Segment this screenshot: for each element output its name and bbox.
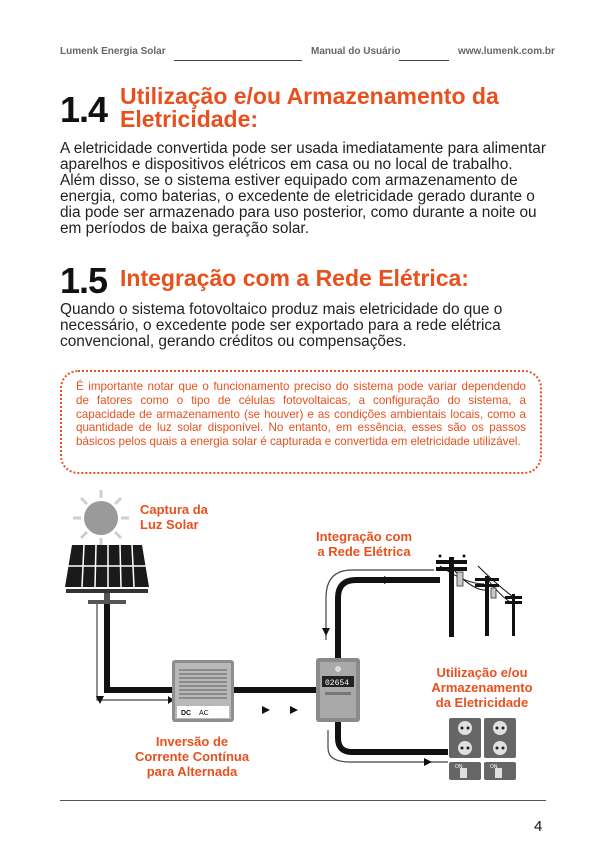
section-title: Integração com a Rede Elétrica: bbox=[120, 265, 469, 291]
switch-on-label: ON bbox=[490, 764, 498, 770]
switch-on-label: ON bbox=[455, 764, 463, 770]
header-website: www.lumenk.com.br bbox=[458, 46, 555, 57]
section-number: 1.4 bbox=[60, 89, 108, 130]
section-body: Quando o sistema fotovoltaico produz mais eletricidade do que o necessário, o excedente pode ser exportado para a rede elétrica convencional, gerando créditos ou compensações. bbox=[60, 301, 503, 350]
inverter-ac-label: AC bbox=[199, 710, 209, 717]
header-manual-title: Manual do Usuário bbox=[311, 46, 401, 57]
info-note-box: É importante notar que o funcionamento preciso do sistema pode variar dependendo de fatores como o tipo de células fotovoltaicas, a configuração do sistema, a capacidade de armazenamento (se houver) e as condições ambientais locais, como a quantidade de luz solar disponível. No entanto, em essência, esses são os passos básicos pelos quais a energia solar é capturada e convertida em eletricidade utilizável. bbox=[60, 370, 542, 474]
power-pole-icon bbox=[436, 555, 522, 638]
section-title: Utilização e/ou Armazenamento da Eletricidade: bbox=[120, 83, 499, 132]
section-number: 1.5 bbox=[60, 260, 108, 301]
power-outlets-icon bbox=[449, 718, 516, 780]
header-brand: Lumenk Energia Solar bbox=[60, 46, 166, 57]
usage-storage-label: Utilização e/ou Armazenamento da Eletricidade bbox=[431, 665, 533, 710]
capture-label: Captura da Luz Solar bbox=[140, 502, 208, 532]
sun-icon bbox=[73, 490, 129, 546]
inverter-label: Inversão de Corrente Contínua para Alternada bbox=[134, 734, 250, 779]
inverter-dc-label: DC bbox=[181, 710, 192, 717]
page-number: 4 bbox=[534, 818, 543, 835]
grid-integration-label: Integração com a Rede Elétrica bbox=[315, 529, 413, 559]
section-body: A eletricidade convertida pode ser usada imediatamente para alimentar aparelhos e dispositivos elétricos em casa ou no local de trabalho. Além disso, se o sistema estiver equipado com armazenamento de energia, como baterias, o excedente de eletricidade gerado durante o dia pode ser armazenado para uso posterior, como durante a noite ou em períodos de baixa geração solar. bbox=[60, 140, 546, 237]
inverter-icon bbox=[172, 660, 234, 722]
solar-panel-icon bbox=[65, 545, 149, 604]
meter-reading: 02654 bbox=[325, 679, 350, 688]
footer-divider bbox=[60, 800, 546, 801]
energy-meter-icon bbox=[316, 658, 360, 722]
